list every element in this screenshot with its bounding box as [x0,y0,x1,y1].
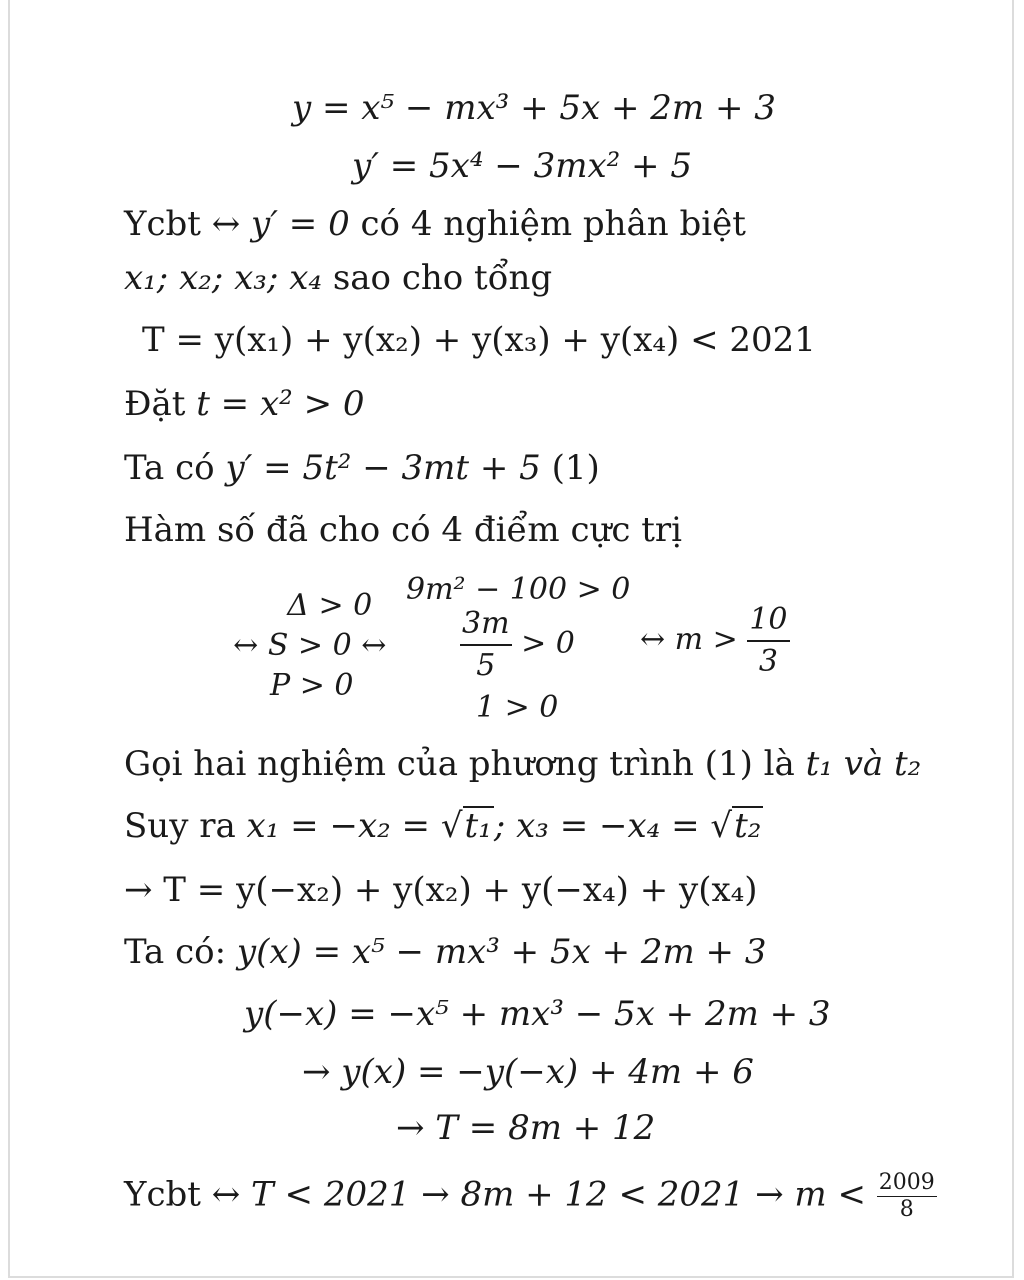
system-mid-1: 9m² − 100 > 0 [406,572,631,607]
equation-y-prime: y′ = 5x⁴ − 3mx² + 5 [352,146,692,186]
y-neg-x: y(−x) = −x⁵ + mx³ − 5x + 2m + 3 [244,994,831,1034]
sum-rewrite: → T = y(−x₂) + y(x₂) + y(−x₄) + y(x₄) [124,870,758,910]
fraction-10-3: $\frac{10}{3}$ [749,602,788,679]
fraction-2009-8: $\frac{2009}{8}$ [878,1170,935,1222]
requirement-line: Ycbt ↔ y′ = 0 có 4 nghiệm phân biệt [124,204,746,244]
yx-definition: Ta có: y(x) = x⁵ − mx³ + 5x + 2m + 3 [124,932,767,972]
system-left: Δ > 0 ↔ S > 0 ↔ P > 0 [233,588,387,703]
roots-x-line: Suy ra x₁ = −x₂ = √t₁; x₃ = −x₄ = √t₂ [124,806,762,846]
extrema-line: Hàm số đã cho có 4 điểm cực trị [124,510,683,550]
system-mid-2: $\frac{3m}{5}$ > 0 [460,604,575,686]
system-right: ↔ m > $\frac{10}{3}$ [640,600,790,682]
sum-condition: T = y(x₁) + y(x₂) + y(x₃) + y(x₄) < 2021 [142,320,816,360]
yx-relation: → y(x) = −y(−x) + 4m + 6 [302,1052,754,1092]
roots-line: x₁; x₂; x₃; x₄ sao cho tổng [124,258,553,298]
fraction-3m-5: $\frac{3m}{5}$ [462,606,510,683]
roots-t-line: Gọi hai nghiệm của phương trình (1) là t₁ và t₂ [124,744,922,784]
system-mid-3: 1 > 0 [476,690,559,725]
T-result: → T = 8m + 12 [396,1108,656,1148]
derivative-t-line: Ta có y′ = 5t² − 3mt + 5 (1) [124,448,600,488]
equation-y: y = x⁵ − mx³ + 5x + 2m + 3 [292,88,776,128]
final-condition: Ycbt ↔ T < 2021 → 8m + 12 < 2021 → m < $\frac{2009}{8}$ [124,1170,935,1222]
substitution-line: Đặt t = x² > 0 [124,384,365,424]
